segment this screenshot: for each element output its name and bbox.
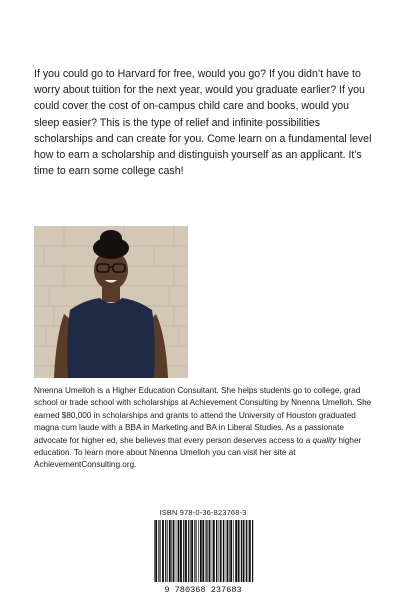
barcode-bar <box>176 520 177 582</box>
barcode-bar <box>218 520 219 582</box>
barcode-bar <box>209 520 211 582</box>
barcode-bar <box>212 520 213 582</box>
back-cover-blurb: If you could go to Harvard for free, would you go? If you didn’t have to worry about tuition for the next year, would you graduate earlier? If you could cover the cost of on-campus child care and books, would you sleep easier? This is the type of relief and infinite possibilities scholarships and can create for you. Come learn on a fundamental level how to earn a scholarship and distinguish yourself as an applicant. It’s time to earn some college cash! <box>34 68 372 178</box>
author-bio <box>34 385 379 472</box>
isbn-label: ISBN 978-0-36-823768-3 <box>159 508 247 517</box>
barcode-bar <box>207 520 208 582</box>
barcode-bar <box>178 520 180 582</box>
barcode-bar <box>200 520 202 582</box>
barcode-bar <box>227 520 229 582</box>
author-portrait-illustration <box>34 226 188 378</box>
author-bio-part1: Nnenna Umelloh is a Higher Education Consultant. She helps students go to college, grad school or trade school with scholarships at Achievement Consulting by Nnenna Umelloh. She earned $80,000 in scholarships and grants to attend the University of Houston graduated magna cum laude with a BBA in Marketing and BA in Liberal Studies. As a passionate advocate for higher ed, she believes that every person deserves access to a <box>34 386 372 445</box>
barcode-bar <box>238 520 240 582</box>
barcode-bar <box>233 520 234 582</box>
barcode-bar <box>241 520 242 582</box>
author-bio-emphasis: quality <box>312 435 337 445</box>
barcode-bar <box>243 520 245 582</box>
author-bio-part2: higher education. To learn more about Nnenna Umelloh you can visit her site at AchievementConsulting.org. <box>34 435 362 470</box>
barcode-bar <box>194 520 195 582</box>
barcode-bar <box>155 520 157 582</box>
barcode-bar <box>213 520 215 582</box>
barcode-graphic <box>150 519 256 595</box>
barcode-bar <box>180 520 182 582</box>
barcode-bar <box>167 520 168 582</box>
barcode-bar <box>185 520 187 582</box>
barcode-bar <box>183 520 184 582</box>
barcode-bar <box>191 520 193 582</box>
barcode-bar <box>173 520 175 582</box>
barcode-bar <box>246 520 247 582</box>
barcode-bar <box>248 520 249 582</box>
barcode-bar <box>229 520 230 582</box>
barcode-bar <box>190 520 191 582</box>
barcode-bar <box>198 520 199 582</box>
barcode-bar <box>188 520 189 582</box>
barcode-bar <box>225 520 226 582</box>
barcode-bar <box>160 520 161 582</box>
barcode-bar <box>235 520 237 582</box>
barcode-bar <box>230 520 232 582</box>
isbn-barcode <box>150 508 256 595</box>
barcode-bar <box>249 520 251 582</box>
barcode-bar <box>223 520 224 582</box>
barcode-bar <box>220 520 222 582</box>
barcode-bar <box>171 520 172 582</box>
barcode-bar <box>252 520 253 582</box>
barcode-bar <box>205 520 206 582</box>
barcode-bar <box>169 520 171 582</box>
barcode-bar <box>165 520 166 582</box>
barcode-bar <box>196 520 197 582</box>
barcode-digits: 9 780368 237683 <box>164 585 242 595</box>
barcode-bar <box>154 520 155 582</box>
barcode-bar <box>202 520 204 582</box>
author-photo <box>34 226 188 378</box>
barcode-bar <box>162 520 164 582</box>
barcode-bar <box>158 520 159 582</box>
barcode-bar <box>216 520 217 582</box>
